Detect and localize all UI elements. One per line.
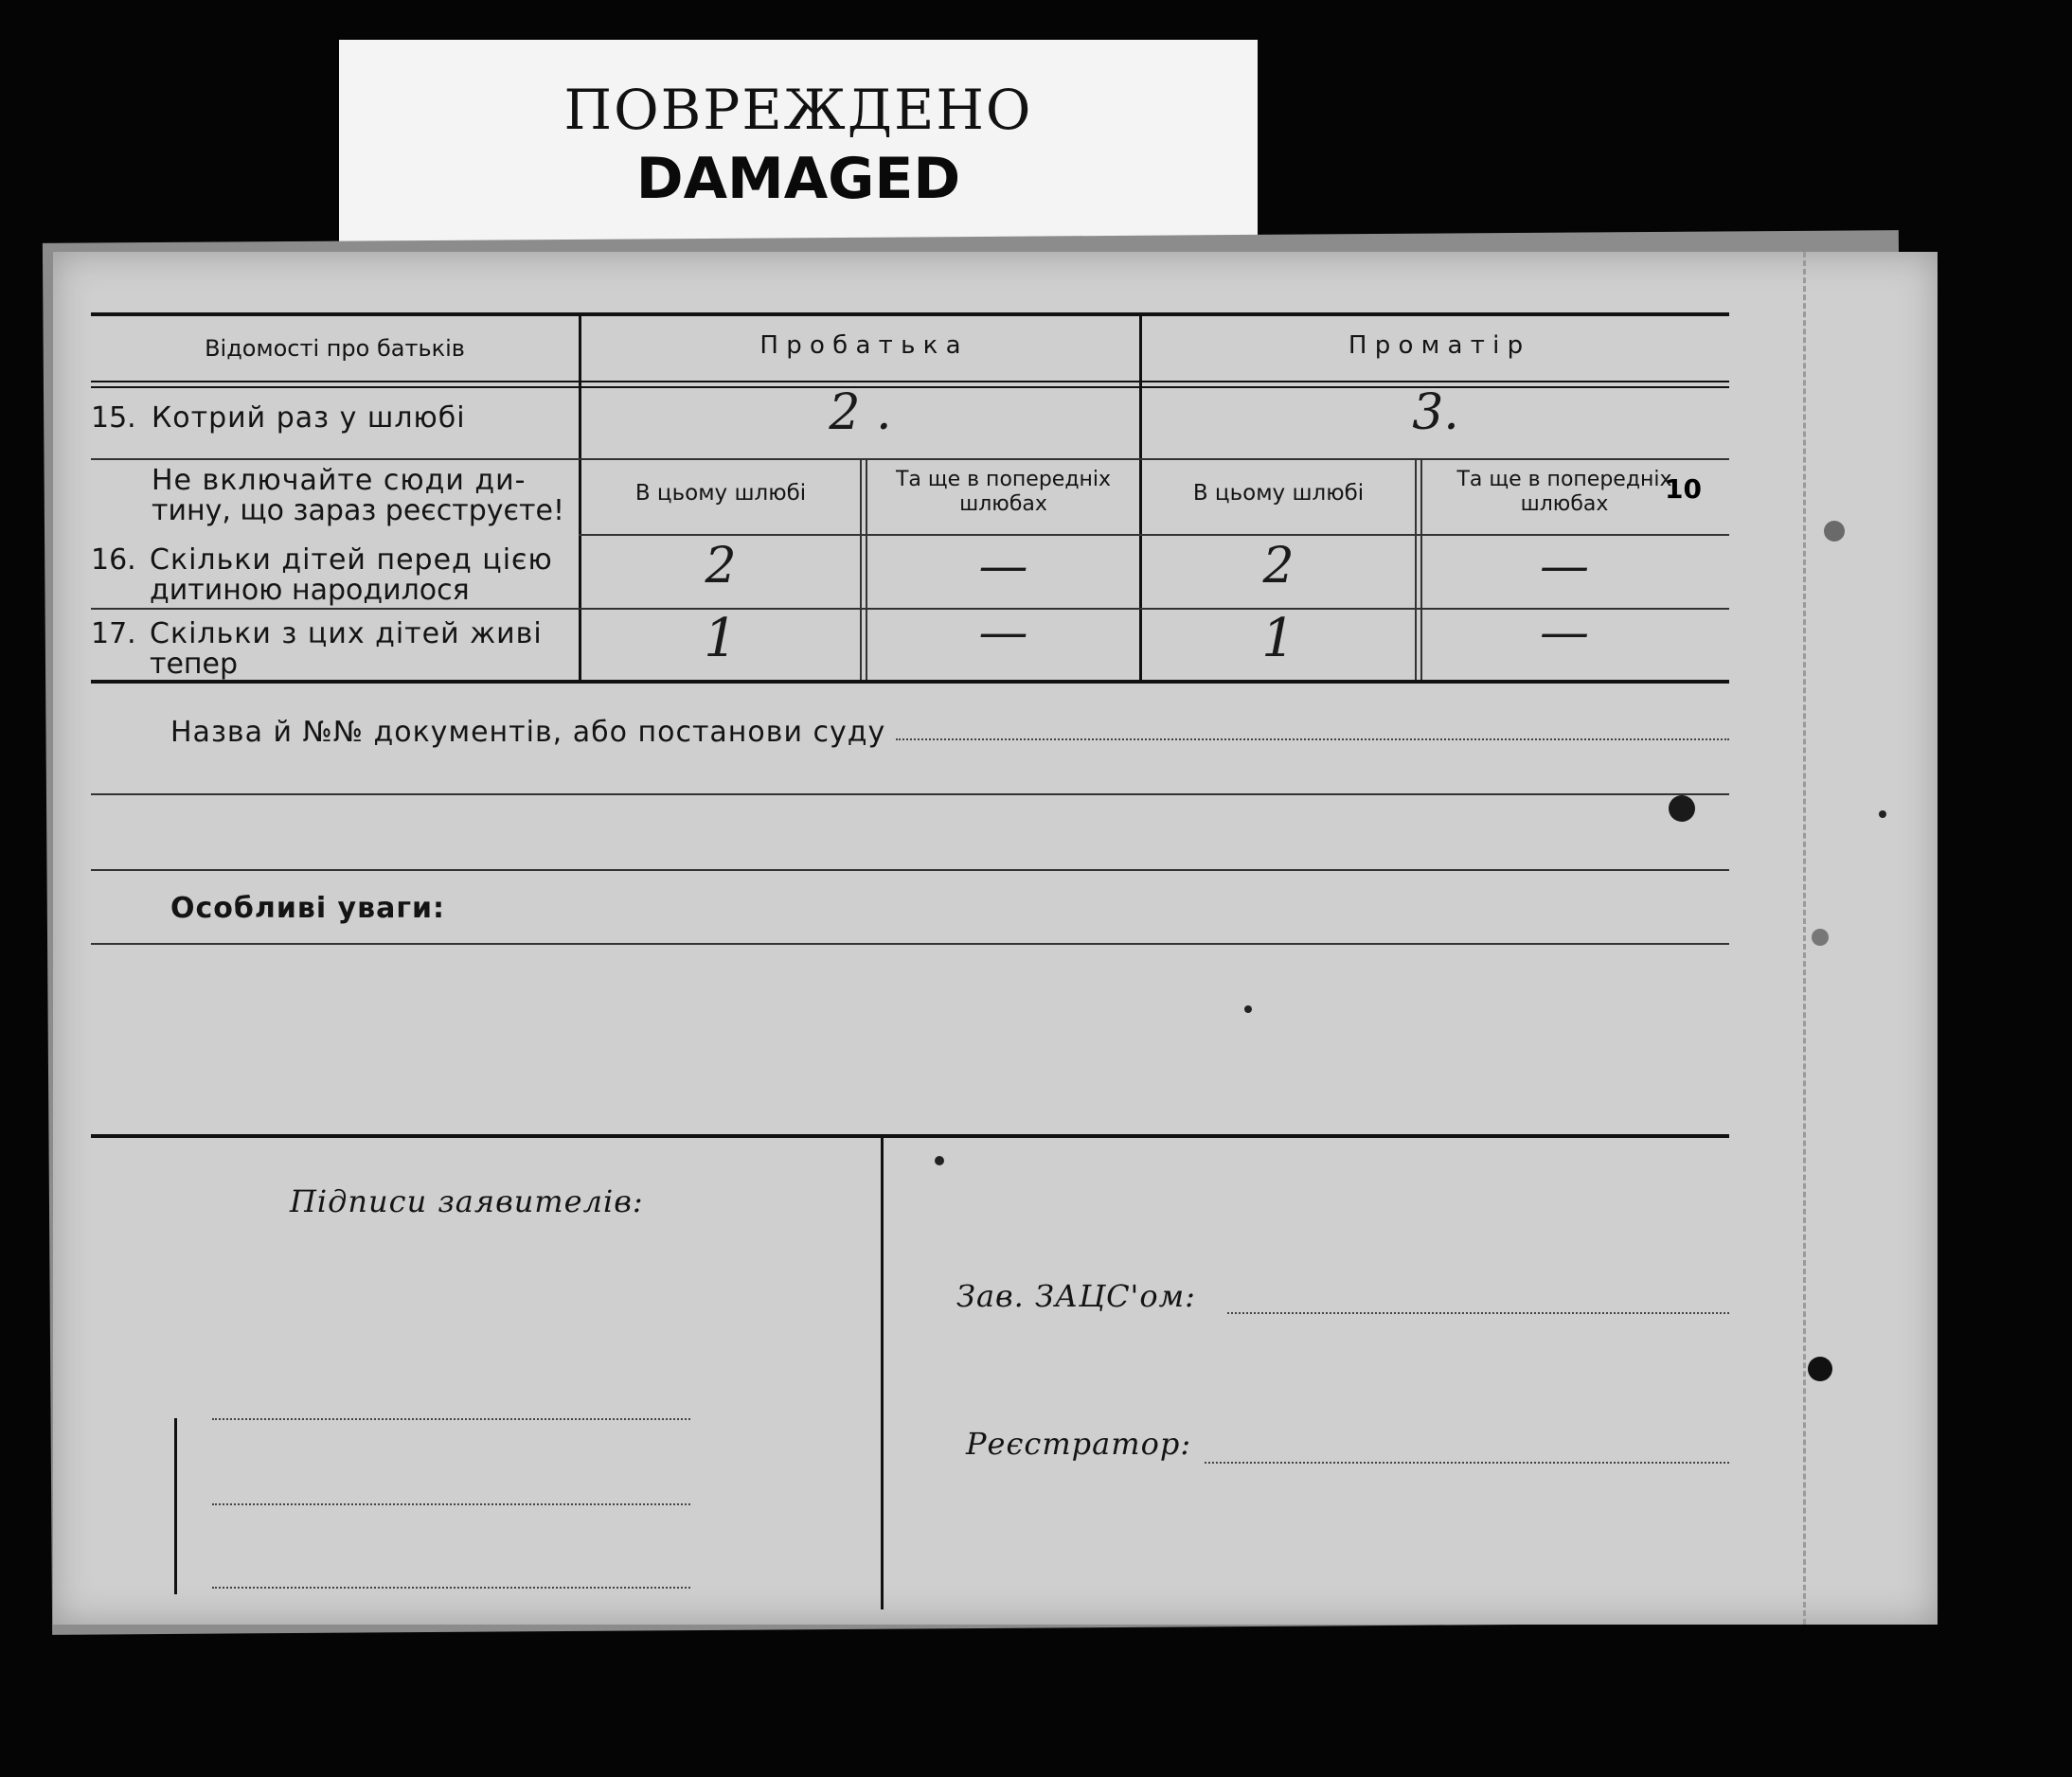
row17-father-this: 1 [704,608,738,669]
punch-hole-3 [1812,929,1829,946]
note-line-2: тину, що зараз реєструєте! [152,494,564,527]
damaged-label-en: DAMAGED [635,146,961,212]
row15-mother-value: 3. [1412,384,1459,441]
damaged-label-card [339,40,1258,256]
applicants-signatures-label: Підписи заявителів: [290,1183,644,1219]
special-notes-label: Особливі уваги: [170,892,446,925]
row17-mother-this: 1 [1261,608,1295,669]
row17-mother-prev: — [1540,604,1589,661]
row16-father-prev: — [978,538,1028,595]
sub-mother-prev-line2: шлюбах [1520,492,1609,516]
row16-number: 16. [91,543,136,577]
row16-line-2: дитиною народилося [150,574,470,607]
row17-father-prev: — [978,604,1028,661]
row17-number: 17. [91,617,136,650]
row16-father-this: 2 [705,538,737,595]
row15-number: 15. [91,401,136,435]
punch-hole-2 [1824,521,1845,542]
damaged-label-ru: ПОВРЕЖДЕНО [563,78,1033,142]
sub-father-prev-line1: Та ще в попередніх [895,468,1112,491]
row17-line-1: Скільки з цих дітей живі [150,617,543,650]
row16-line-1: Скільки дітей перед цією [150,543,553,577]
corner-mark: 10 [1665,473,1702,505]
sub-father-this-marriage: В цьому шлюбі [634,481,807,506]
header-parents-info: Відомості про батьків [205,335,465,362]
row17-line-2: тепер [150,648,239,681]
punch-hole-1 [1669,795,1695,822]
ink-spot-1 [935,1156,944,1165]
sub-father-prev-line2: шлюбах [959,492,1047,516]
sub-mother-prev-line1: Та ще в попередніх [1456,468,1672,491]
row15-father-value: 2 . [829,384,892,441]
header-about-mother: П р о м а т і р [1348,331,1524,360]
ink-spot-2 [1244,1005,1252,1013]
row16-mother-prev: — [1540,538,1589,595]
punch-hole-4 [1808,1357,1832,1381]
documents-label: Назва й №№ документів, або постанови суду [170,716,886,749]
row15-label: Котрий раз у шлюбі [152,401,466,435]
sub-mother-this-marriage: В цьому шлюбі [1192,481,1365,506]
registration-form-sheet [53,252,1938,1625]
head-zags-label: Зав. ЗАЦС'ом: [956,1278,1196,1314]
row16-mother-this: 2 [1262,538,1295,595]
ink-spot-3 [1879,810,1886,818]
header-about-father: П р о б а т ь к а [759,331,961,360]
note-line-1: Не включайте сюди ди- [152,464,527,497]
punch-holes [53,252,1938,1625]
registrar-label: Реєстратор: [966,1426,1192,1462]
